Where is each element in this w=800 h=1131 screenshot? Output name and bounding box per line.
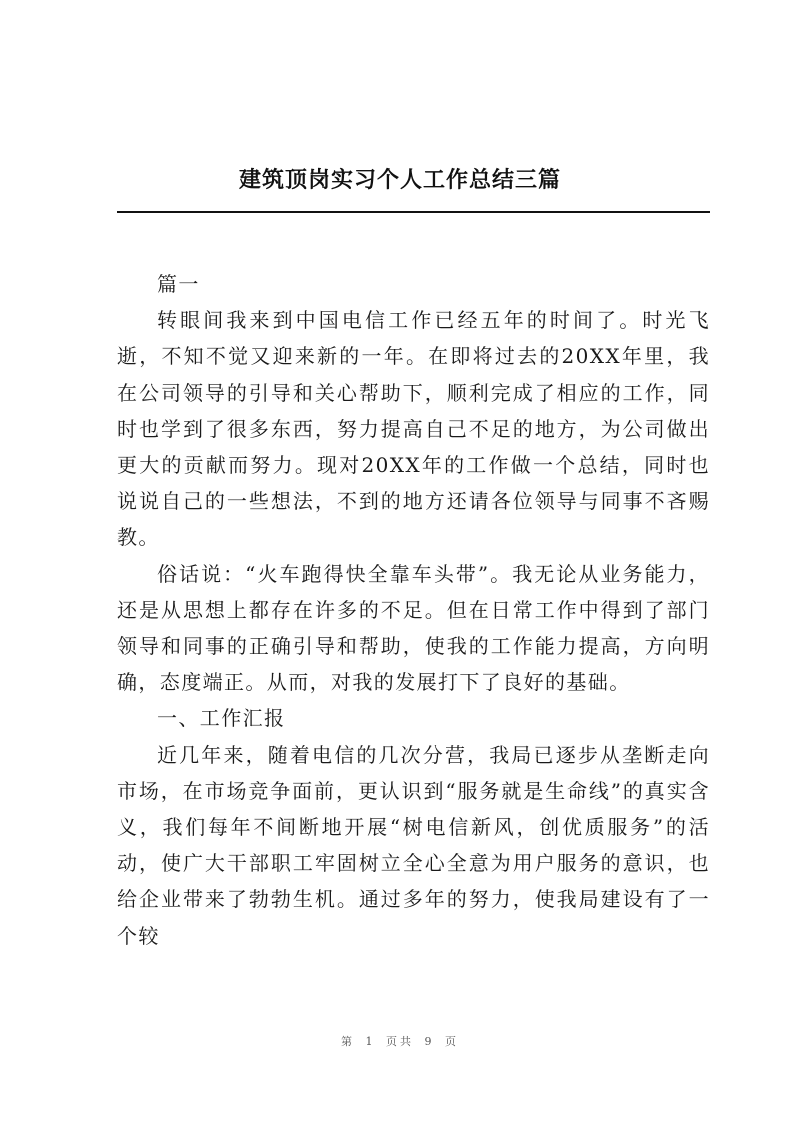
document-title: 建筑顶岗实习个人工作总结三篇 <box>238 167 561 193</box>
footer-total-pages: 9 <box>424 1035 435 1048</box>
paragraph-market: 近几年来，随着电信的几次分营，我局已逐步从垄断走向市场，在市场竞争面前，更认识到“服务就是生命线”的真实含义，我们每年不间断地开展“树电信新风，创优质服务”的活动，使广大干部职工牢固树立全心全意为用户服务的意识，也给企业带来了勃勃生机。通过多年的努力，使我局建设有了一个较 <box>117 742 710 948</box>
paragraph-intro: 转眼间我来到中国电信工作已经五年的时间了。时光飞逝，不知不觉又迎来新的一年。在即将过去的20XX年里，我在公司领导的引导和关心帮助下，顺利完成了相应的工作，同时也学到了很多东西，努力提高自己不足的地方，为公司做出更大的贡献而努力。现对20XX年的工作做一个总结，同时也说说自己的一些想法，不到的地方还请各位领导与同事不吝赐教。 <box>117 308 710 550</box>
paragraph-proverb: 俗话说：“火车跑得快全靠车头带”。我无论从业务能力，还是从思想上都存在许多的不足。但在日常工作中得到了部门领导和同事的正确引导和帮助，使我的工作能力提高，方向明确，态度端正。从而，对我的发展打下了良好的基础。 <box>117 561 710 695</box>
page-footer <box>0 1033 800 1049</box>
footer-prefix: 第 <box>341 1035 355 1048</box>
title-underline <box>117 211 710 213</box>
section-heading-work-report: 一、工作汇报 <box>157 706 286 731</box>
section-heading-pian-yi: 篇一 <box>157 272 200 296</box>
footer-suffix: 页 <box>445 1035 459 1048</box>
document-body <box>117 266 710 954</box>
footer-middle: 页共 <box>386 1035 414 1048</box>
footer-current-page: 1 <box>365 1035 376 1048</box>
